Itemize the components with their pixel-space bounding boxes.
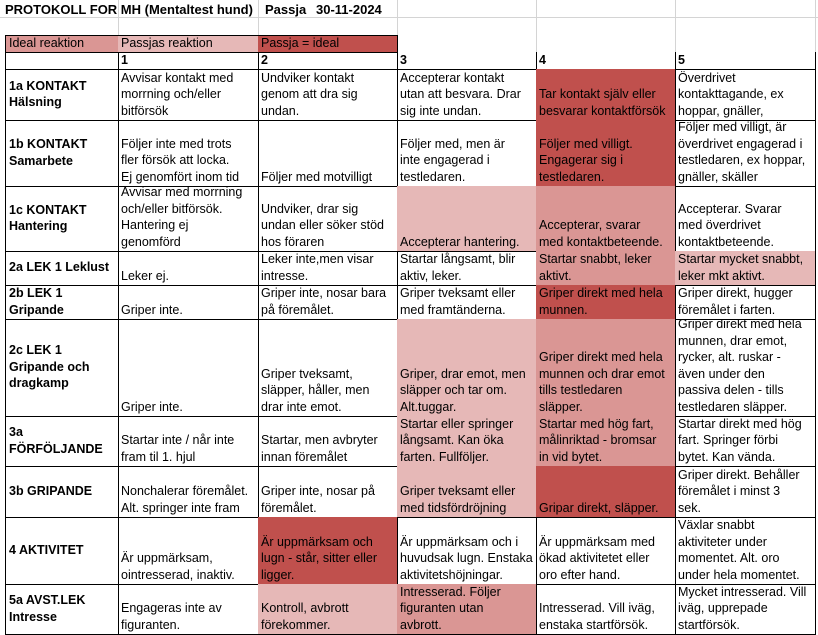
- reaction-cell-text: Följer med, men är inte engagerad i testledaren.: [400, 136, 505, 184]
- reaction-cell-text: Kontroll, avbrott förekommer.: [261, 601, 349, 632]
- reaction-cell: [118, 120, 259, 187]
- reaction-cell: [258, 584, 398, 635]
- reaction-cell: [675, 285, 816, 320]
- reaction-cell: [536, 416, 676, 467]
- row-label-text: 1b KONTAKT Samarbete: [9, 137, 88, 168]
- reaction-cell-text: Accepterar. Svarar med överdrivet kontaktbeteende.: [678, 201, 782, 249]
- reaction-cell: [258, 285, 398, 320]
- row-label-text: 4 AKTIVITET: [9, 542, 84, 557]
- row-label-text: 1c KONTAKT Hantering: [9, 202, 87, 233]
- row-label-text: 2a LEK 1 Leklust: [9, 260, 110, 275]
- reaction-cell-text: Startar snabbt, leker aktivt.: [539, 252, 652, 283]
- reaction-cell-text: Är uppmärksam och lugn - står, sitter eller ligger.: [261, 534, 378, 582]
- reaction-cell: [675, 517, 816, 585]
- row-label: [5, 416, 119, 467]
- reaction-cell-text: Följer med motvilligt: [261, 169, 373, 184]
- reaction-cell-text: Startar mycket snabbt, leker mkt aktivt.: [678, 252, 804, 283]
- row-label-text: 2c LEK 1 Gripande och dragkamp: [9, 343, 90, 391]
- reaction-cell: [118, 584, 259, 635]
- reaction-cell-text: Avvisar kontakt med morrning och/eller bitförsök: [121, 70, 234, 118]
- row-label-text: 3b GRIPANDE: [9, 483, 93, 498]
- legend-reaction: [118, 35, 259, 53]
- reaction-cell-text: Griper inte, nosar bara på föremålet.: [261, 286, 387, 317]
- reaction-cell-text: Följer med villigt. Engagerar sig i testledaren.: [539, 136, 633, 184]
- legend-ideal-match-text: Passja = ideal: [261, 36, 340, 51]
- reaction-cell: [258, 186, 398, 252]
- reaction-cell-text: Följer inte med trots fler försök att locka. Ej genomfört inom tid: [121, 136, 240, 184]
- column-header-5: [675, 52, 816, 70]
- reaction-cell: [118, 517, 259, 585]
- reaction-cell-text: Griper tveksamt eller med tidsfördröjning: [400, 484, 516, 515]
- reaction-cell-text: Leker inte,men visar intresse.: [261, 252, 374, 283]
- reaction-cell: [397, 416, 537, 467]
- reaction-cell-text: Startar långsamt, blir aktiv, leker.: [400, 252, 516, 283]
- row-label-text: 3a FÖRFÖLJANDE: [9, 425, 103, 456]
- reaction-cell-text: Griper direkt. Behåller föremålet i minst 3 sek.: [678, 467, 800, 515]
- reaction-cell: [536, 466, 676, 518]
- reaction-cell-text: Griper direkt med hela munnen och drar emot tills testledaren släpper.: [539, 350, 665, 414]
- column-header-2: [258, 52, 398, 70]
- reaction-cell-text: Griper inte.: [121, 302, 183, 317]
- reaction-cell-text: Undviker, drar sig undan eller söker stöd hos föraren: [261, 201, 384, 249]
- row-label-text: 1a KONTAKT Hälsning: [9, 78, 87, 109]
- reaction-cell-text: Griper inte, nosar på föremålet.: [261, 484, 375, 515]
- reaction-cell-text: Accepterar, svarar med kontaktbeteende.: [539, 218, 663, 249]
- dog-name: Passja: [265, 2, 307, 17]
- column-header-3-text: 3: [400, 52, 407, 67]
- reaction-cell-text: Griper direkt med hela munnen, drar emot, rycker, alt. ruskar - även under den passiva delen - tills testledaren släpper.: [678, 319, 802, 414]
- column-header-1: [118, 52, 259, 70]
- reaction-cell: [675, 69, 816, 121]
- row-label-text: 2b LEK 1 Gripande: [9, 286, 64, 317]
- reaction-cell-text: Gripar direkt, släpper.: [539, 500, 659, 515]
- reaction-cell: [536, 584, 676, 635]
- legend-ideal-text: Ideal reaktion: [9, 36, 85, 51]
- reaction-cell-text: Startar med hög fart, målinriktad - bromsar in vid bytet.: [539, 416, 657, 464]
- reaction-cell-text: Startar direkt med hög fart. Springer förbi bytet. Kan vända.: [678, 416, 802, 464]
- reaction-cell: [397, 251, 537, 286]
- reaction-cell-text: Accepterar hantering.: [400, 234, 520, 249]
- column-header-4: [536, 52, 676, 70]
- reaction-cell-text: Är uppmärksam med ökad aktivitetet eller oro efter hand.: [539, 534, 656, 582]
- legend-ideal-match: [258, 35, 398, 53]
- row-label-text: 5a AVST.LEK Intresse: [9, 593, 86, 624]
- header-corner: [5, 52, 119, 70]
- row-label: [5, 69, 119, 121]
- reaction-cell-text: Startar inte / når inte fram til 1. hjul: [121, 433, 235, 464]
- reaction-cell: [675, 416, 816, 467]
- reaction-cell: [258, 466, 398, 518]
- reaction-cell-text: Undviker kontakt genom att dra sig undan.: [261, 70, 358, 118]
- reaction-cell: [675, 186, 816, 252]
- reaction-cell: [397, 517, 537, 585]
- reaction-cell: [536, 69, 676, 121]
- reaction-cell: [118, 416, 259, 467]
- row-label: [5, 584, 119, 635]
- reaction-cell: [536, 120, 676, 187]
- reaction-cell-text: Griper direkt med hela munnen.: [539, 286, 663, 317]
- gridline: [675, 0, 676, 52]
- reaction-cell-text: Är uppmärksam och i huvudsak lugn. Enstaka aktivitetshöjningar.: [400, 534, 533, 582]
- reaction-cell-text: Griper tveksamt, släpper, håller, men drar inte emot.: [261, 366, 370, 414]
- reaction-cell-text: Startar eller springer långsamt. Kan öka farten. Fullföljer.: [400, 416, 514, 464]
- row-label: [5, 120, 119, 187]
- reaction-cell-text: Intresserad. Vill iväg, enstaka startförsök.: [539, 601, 655, 632]
- reaction-cell: [397, 285, 537, 320]
- reaction-cell: [258, 69, 398, 121]
- column-header-2-text: 2: [261, 52, 268, 67]
- reaction-cell: [536, 517, 676, 585]
- reaction-cell: [258, 251, 398, 286]
- column-header-4-text: 4: [539, 52, 546, 67]
- legend-ideal: [5, 35, 119, 53]
- reaction-cell: [258, 319, 398, 417]
- reaction-cell-text: Växlar snabbt aktiviteter under momentet. Alt. oro under hela momentet.: [678, 518, 800, 582]
- reaction-cell-text: Tar kontakt själv eller besvarar kontaktförsök: [539, 87, 666, 118]
- reaction-cell-text: Griper, drar emot, men släpper och tar om. Alt.tuggar.: [400, 366, 526, 414]
- reaction-cell-text: Är uppmärksam, ointresserad, inaktiv.: [121, 551, 235, 582]
- column-header-3: [397, 52, 537, 70]
- protocol-title: PROTOKOLL FOR MH (Mentaltest hund): [5, 2, 253, 17]
- reaction-cell: [118, 186, 259, 252]
- reaction-cell: [536, 285, 676, 320]
- reaction-cell: [536, 186, 676, 252]
- reaction-cell: [675, 584, 816, 635]
- row-label: [5, 186, 119, 252]
- reaction-cell-text: Griper inte.: [121, 399, 183, 414]
- reaction-cell: [675, 251, 816, 286]
- reaction-cell: [675, 120, 816, 187]
- reaction-cell-text: Överdrivet kontakttagande, ex hoppar, gnäller,: [678, 70, 784, 118]
- reaction-cell: [536, 319, 676, 417]
- reaction-cell-text: Intresserad. Följer figuranten utan avbrott.: [400, 584, 501, 632]
- reaction-cell-text: Nonchalerar föremålet. Alt. springer inte fram: [121, 484, 249, 515]
- row-label: [5, 466, 119, 518]
- reaction-cell: [118, 251, 259, 286]
- reaction-cell: [536, 251, 676, 286]
- reaction-cell-text: Mycket intresserad. Vill iväg, upprepade startförsök.: [678, 584, 807, 632]
- reaction-cell-text: Startar, men avbryter innan föremålet: [261, 433, 378, 464]
- reaction-cell: [397, 69, 537, 121]
- reaction-cell-text: Avvisar med morrning och/eller bitförsök. Hantering ej genomförd: [121, 186, 243, 249]
- reaction-cell: [397, 466, 537, 518]
- reaction-cell: [675, 319, 816, 417]
- reaction-cell: [397, 120, 537, 187]
- reaction-cell: [118, 319, 259, 417]
- reaction-cell: [258, 120, 398, 187]
- reaction-cell: [258, 517, 398, 585]
- reaction-cell: [118, 466, 259, 518]
- reaction-cell: [675, 466, 816, 518]
- reaction-cell: [118, 69, 259, 121]
- row-label: [5, 285, 119, 320]
- reaction-cell: [118, 285, 259, 320]
- row-label: [5, 251, 119, 286]
- reaction-cell: [397, 186, 537, 252]
- reaction-cell-text: Leker ej.: [121, 268, 169, 283]
- reaction-cell: [397, 584, 537, 635]
- column-header-1-text: 1: [121, 52, 128, 67]
- reaction-cell: [397, 319, 537, 417]
- row-label: [5, 517, 119, 585]
- column-header-5-text: 5: [678, 52, 685, 67]
- gridline: [536, 0, 537, 52]
- reaction-cell-text: Engageras inte av figuranten.: [121, 601, 222, 632]
- test-date: 30-11-2024: [316, 2, 382, 17]
- reaction-cell-text: Accepterar kontakt utan att besvara. Drar sig inte undan.: [400, 70, 521, 118]
- reaction-cell-text: Griper direkt, hugger föremålet i farten.: [678, 286, 793, 317]
- row-label: [5, 319, 119, 417]
- reaction-cell: [258, 416, 398, 467]
- reaction-cell-text: Följer med villigt, är överdrivet engagerad i testledaren, ex hoppar, gnäller, skäller: [678, 120, 806, 184]
- reaction-cell-text: Griper tveksamt eller med framtänderna.: [400, 286, 516, 317]
- legend-reaction-text: Passjas reaktion: [121, 36, 213, 51]
- gridline: [815, 0, 816, 52]
